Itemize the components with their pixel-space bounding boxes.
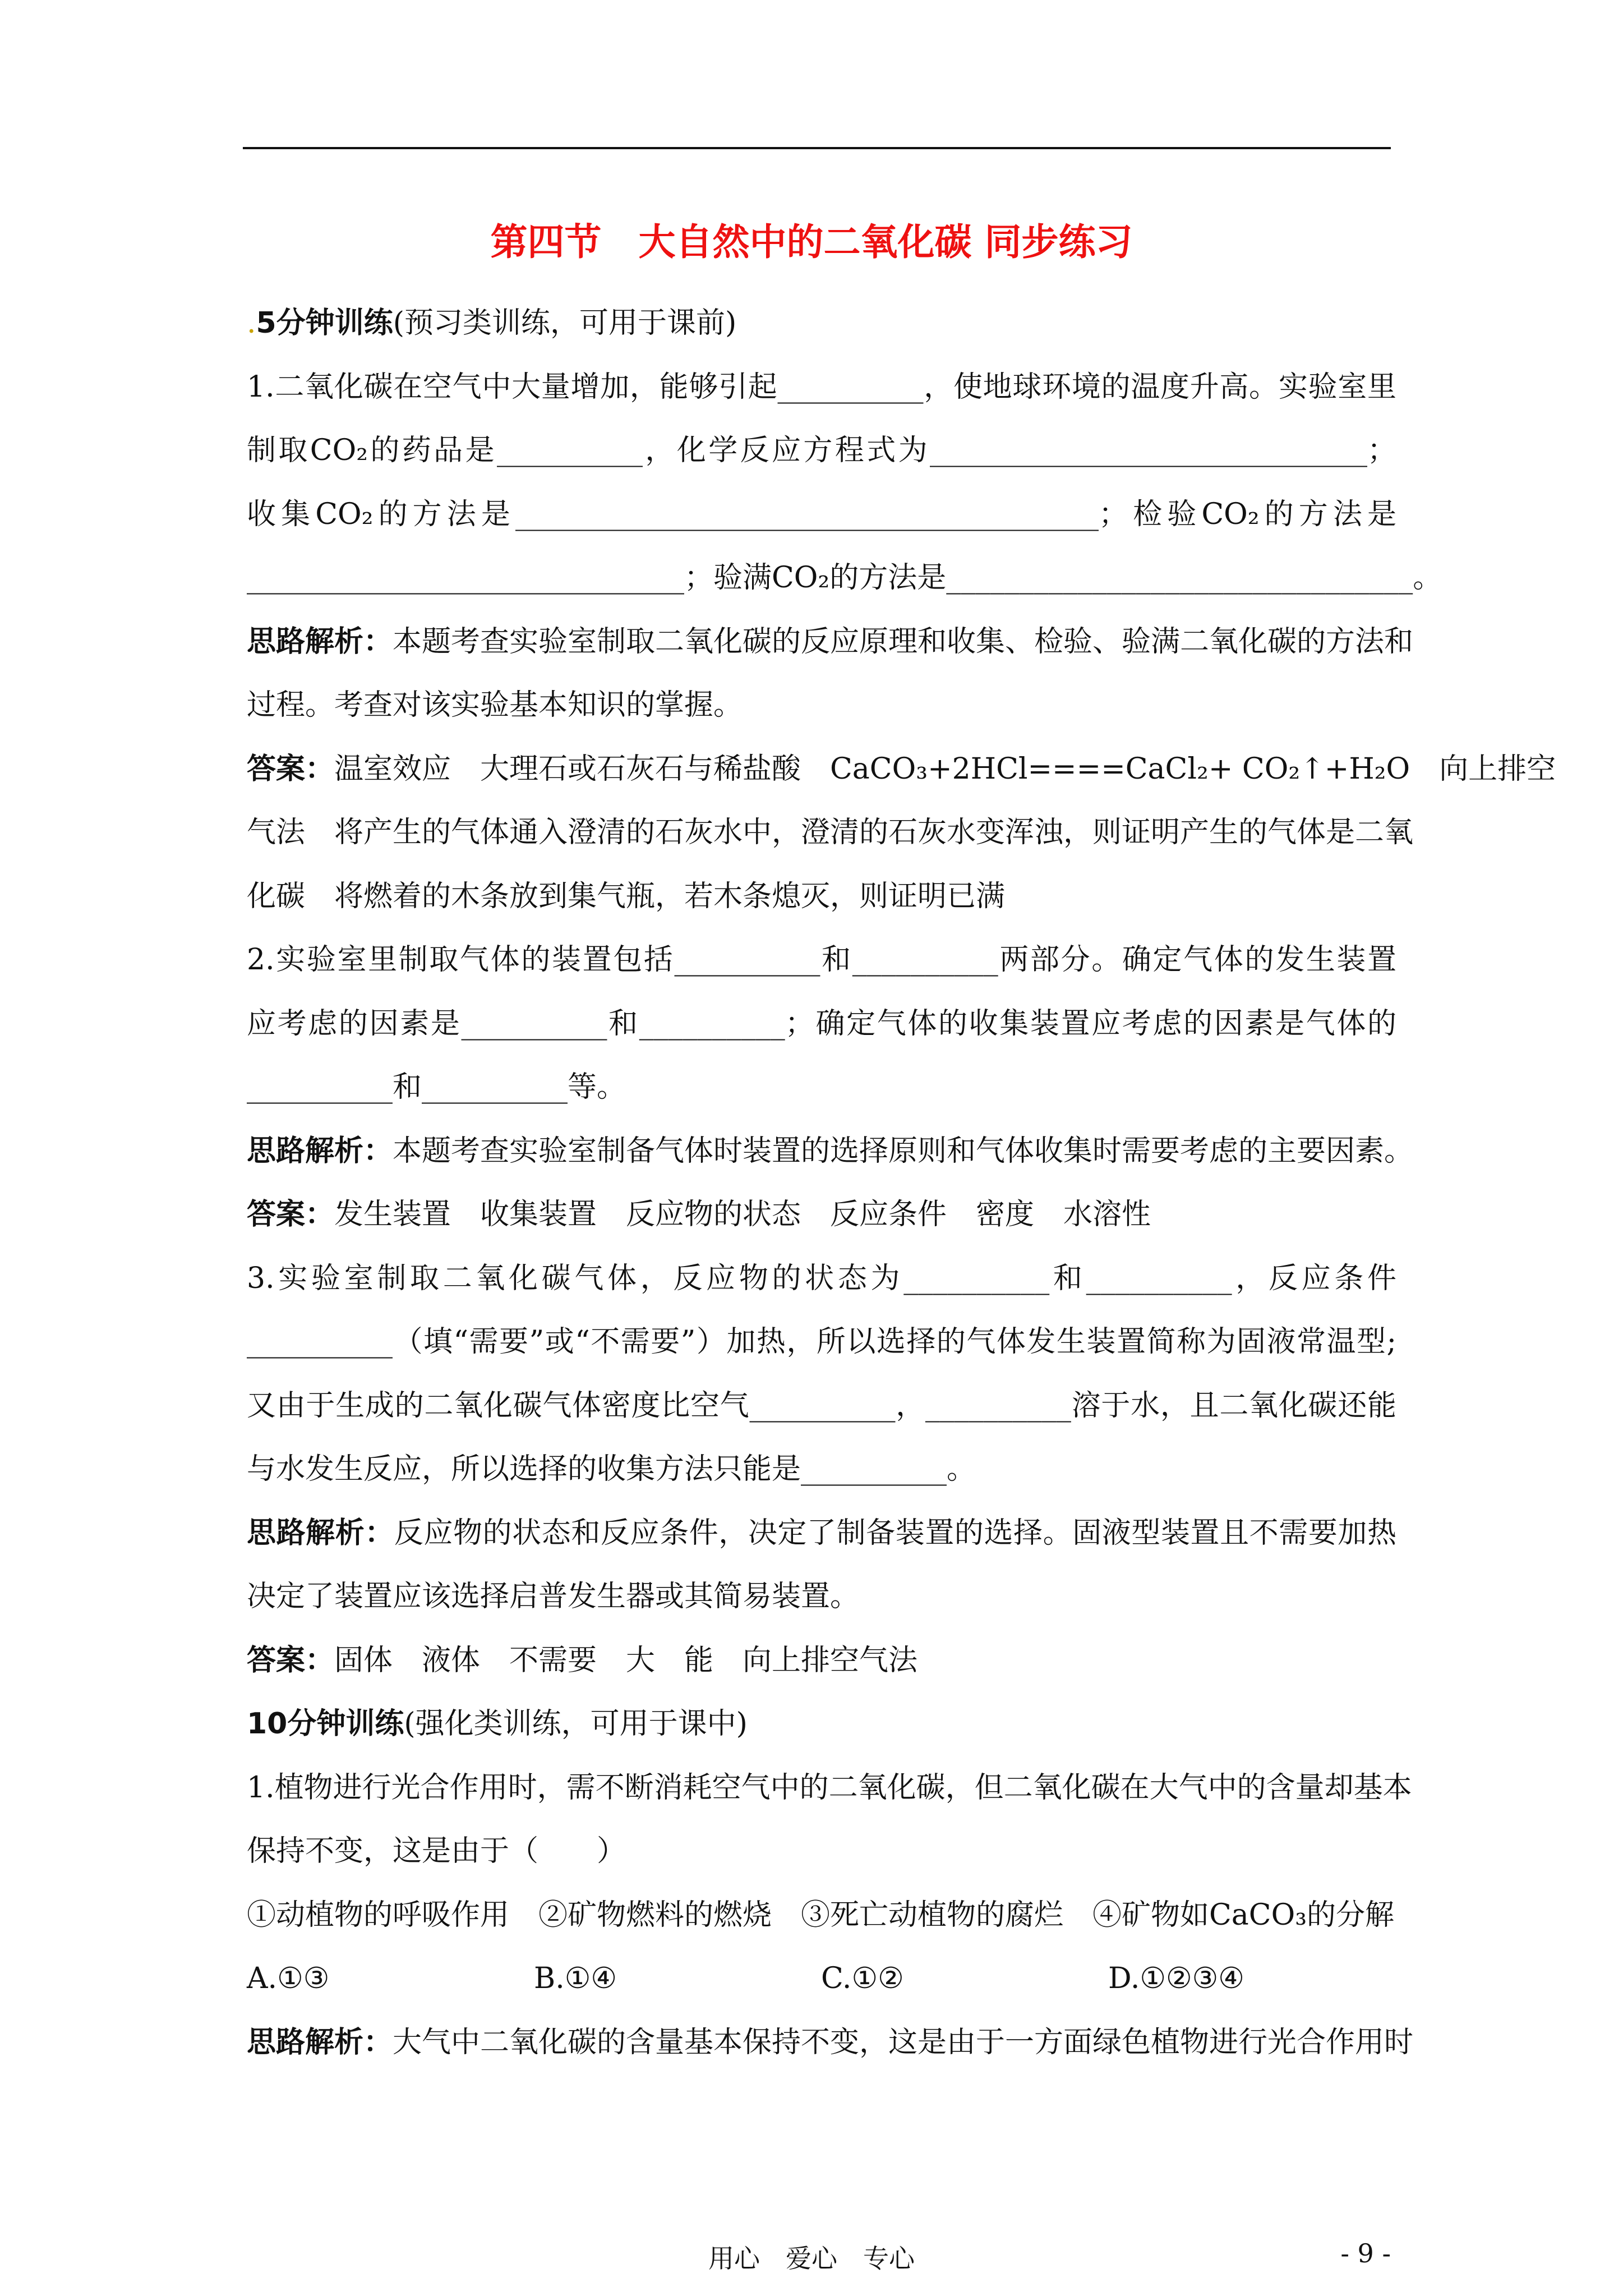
text-line	[247, 992, 1396, 1056]
line-text: 1.植物进行光合作用时，需不断消耗空气中的二氧化碳，但二氧化碳在大气中的含量却基本	[247, 1770, 1412, 1805]
text-line	[247, 801, 1414, 865]
answer-options	[247, 1947, 1396, 2011]
text-line	[247, 1310, 1396, 1374]
text-line	[247, 1884, 1396, 1948]
option-2: C.①②	[821, 1962, 904, 1995]
label-text: 温室效应 大理石或石灰石与稀盐酸 CaCO₃+2HCl====CaCl₂+ CO₂↑+H₂O 向上排空	[334, 752, 1556, 786]
text-line	[247, 1756, 1412, 1820]
footer-motto: 用心 爱心 专心	[708, 2243, 915, 2274]
section-title: 10分钟训练	[247, 1707, 404, 1741]
option-0: A.①③	[247, 1962, 330, 1995]
text-line	[247, 610, 1414, 674]
text-line	[247, 1120, 1414, 1184]
label-text: 本题考查实验室制备气体时装置的选择原则和气体收集时需要考虑的主要因素。	[393, 1134, 1414, 1168]
option-3: D.①②③④	[1108, 1962, 1244, 1995]
line-text: __________和__________等。	[247, 1070, 626, 1104]
label: 思路解析：	[247, 1134, 393, 1168]
text-line	[247, 928, 1396, 992]
label: 思路解析：	[247, 2025, 393, 2059]
section-heading	[247, 1692, 1396, 1756]
text-line	[247, 865, 1396, 929]
section-title: 5分钟训练	[256, 306, 393, 340]
line-text: 气法 将产生的气体通入澄清的石灰水中，澄清的石灰水变浑浊，则证明产生的气体是二氧	[247, 816, 1414, 849]
text-line	[247, 356, 1396, 420]
line-text: ①动植物的呼吸作用 ②矿物燃料的燃烧 ③死亡动植物的腐烂 ④矿物如CaCO₃的分解	[247, 1898, 1395, 1932]
section-subtitle: (强化类训练，可用于课中)	[404, 1707, 748, 1741]
section-subtitle: (预习类训练，可用于课前)	[393, 306, 737, 340]
section-heading	[247, 292, 1396, 356]
label: 答案：	[247, 1643, 335, 1677]
line-text: 与水发生反应，所以选择的收集方法只能是__________。	[247, 1452, 976, 1486]
text-line	[247, 738, 1556, 802]
text-line	[247, 1820, 1396, 1884]
line-text: 决定了装置应该选择启普发生器或其简易装置。	[247, 1580, 860, 1613]
header-rule	[243, 147, 1391, 149]
text-line	[247, 1374, 1396, 1438]
text-line	[247, 1565, 1396, 1629]
text-line	[247, 1056, 1396, 1120]
label-text: 反应物的状态和反应条件，决定了制备装置的选择。固液型装置且不需要加热	[394, 1516, 1396, 1550]
line-text: 1.二氧化碳在空气中大量增加，能够引起__________，使地球环境的温度升高。实验室里	[247, 370, 1396, 404]
line-text: 又由于生成的二氧化碳气体密度比空气__________，__________溶于水，且二氧化碳还能	[247, 1388, 1396, 1423]
label-text: 大气中二氧化碳的含量基本保持不变，这是由于一方面绿色植物进行光合作用时	[393, 2025, 1414, 2059]
label-text: 固体 液体 不需要 大 能 向上排空气法	[334, 1643, 918, 1677]
text-line	[247, 1183, 1396, 1247]
page-title: 第四节 大自然中的二氧化碳 同步练习	[490, 220, 1133, 264]
page-number: - 9 -	[1340, 2238, 1391, 2269]
text-line	[247, 546, 1442, 610]
option-1: B.①④	[534, 1962, 617, 1995]
label: 思路解析：	[247, 624, 393, 659]
text-line	[247, 419, 1396, 483]
line-text: 保持不变，这是由于（ ）	[247, 1834, 626, 1868]
text-line	[247, 1502, 1396, 1566]
line-text: 收集CO₂的方法是________________________________________；检验CO₂的方法是	[247, 497, 1396, 531]
label: 思路解析：	[247, 1516, 394, 1550]
label-text: 发生装置 收集装置 反应物的状态 反应条件 密度 水溶性	[334, 1198, 1151, 1231]
line-text: 制取CO₂的药品是__________，化学反应方程式为______________________________；	[247, 434, 1396, 467]
document-body	[247, 292, 1556, 2074]
text-line	[247, 483, 1396, 547]
label-text: 本题考查实验室制取二氧化碳的反应原理和收集、检验、验满二氧化碳的方法和	[393, 624, 1414, 659]
label: 答案：	[247, 1198, 335, 1231]
line-text: 3.实验室制取二氧化碳气体，反应物的状态为__________和__________，反应条件	[247, 1261, 1396, 1295]
section-marker: .	[247, 306, 256, 340]
line-text: 2.实验室里制取气体的装置包括__________和__________两部分。确定气体的发生装置	[247, 943, 1396, 977]
label: 答案：	[247, 752, 335, 786]
line-text: 化碳 将燃着的木条放到集气瓶，若木条熄灭，则证明已满	[247, 879, 1006, 913]
text-line	[247, 1438, 1396, 1502]
text-line	[247, 2011, 1414, 2075]
line-text: ______________________________；验满CO₂的方法是________________________________。	[247, 561, 1442, 595]
text-line	[247, 674, 1396, 738]
text-line	[247, 1247, 1396, 1311]
text-line	[247, 1629, 1396, 1693]
line-text: 过程。考查对该实验基本知识的掌握。	[247, 688, 743, 722]
line-text: __________（填“需要”或“不需要”）加热，所以选择的气体发生装置简称为固液常温型;	[247, 1325, 1396, 1359]
line-text: 应考虑的因素是__________和__________；确定气体的收集装置应考虑的因素是气体的	[247, 1006, 1396, 1041]
